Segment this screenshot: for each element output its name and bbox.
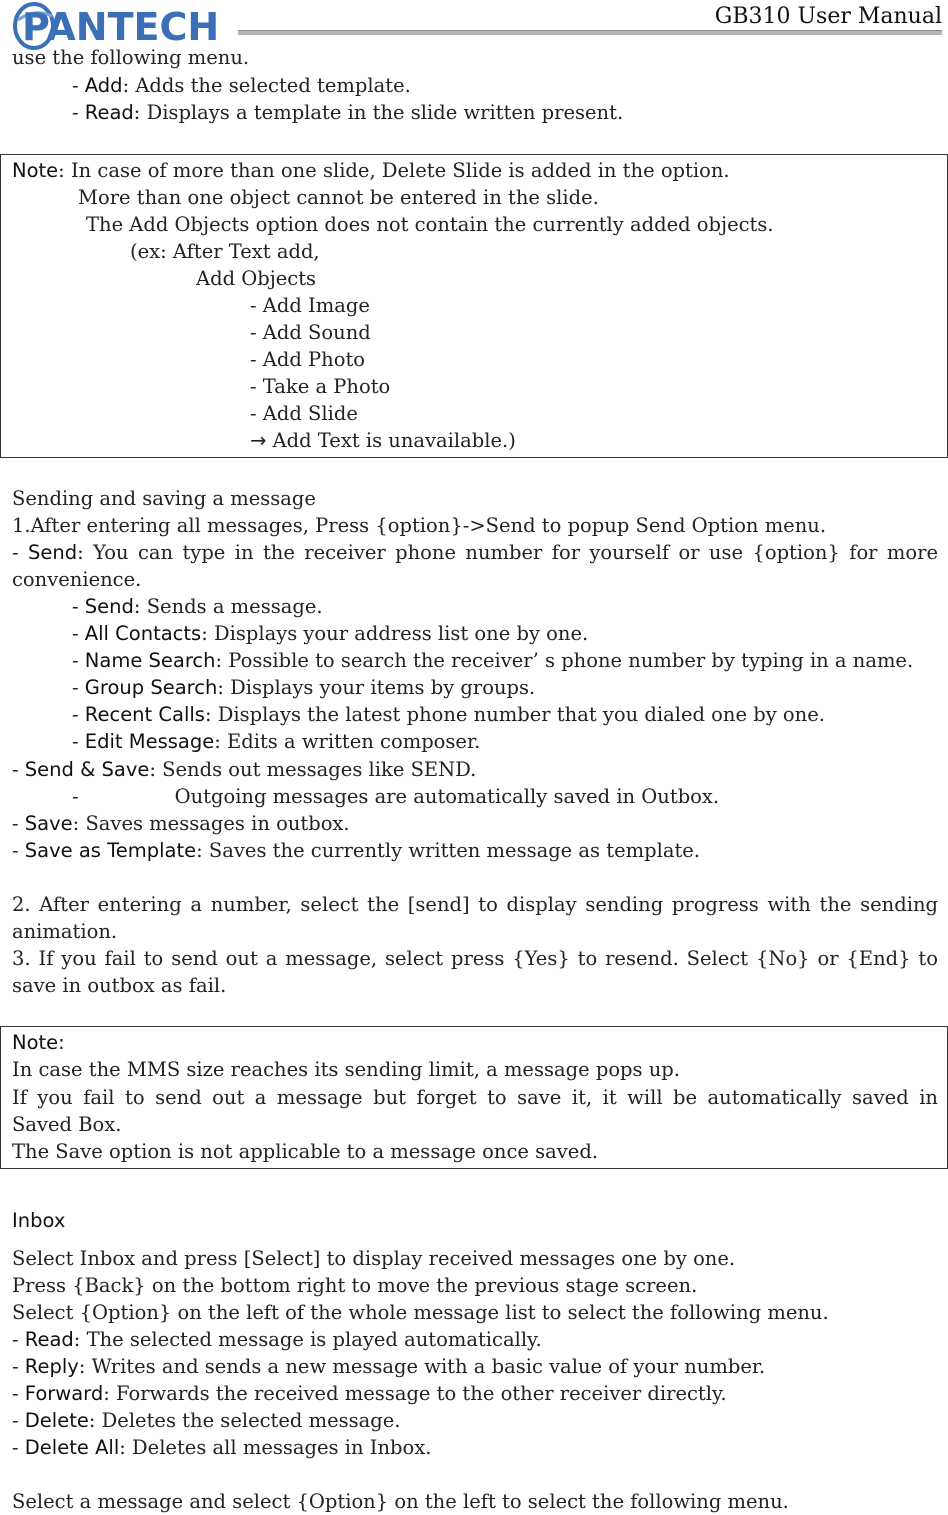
note1-sub: - Add Image <box>250 294 370 317</box>
logo-text: PANTECH <box>22 5 220 49</box>
inbox-last: Select a message and select {Option} on the left to select the following menu. <box>12 1490 789 1513</box>
note1-line: (ex: After Text add, <box>130 240 320 263</box>
note2-line: The Save option is not applicable to a message once saved. <box>12 1140 598 1163</box>
step-1: 1.After entering all messages, Press {option}->Send to popup Send Option menu. <box>12 514 827 537</box>
inbox-option: - Read: The selected message is played automatically. <box>12 1328 542 1351</box>
intro-item: - Read: Displays a template in the slide written present. <box>72 101 624 124</box>
note2-line: In case the MMS size reaches its sending limit, a message pops up. <box>12 1058 680 1081</box>
intro-line: use the following menu. <box>12 46 250 69</box>
send-save: - Send & Save: Sends out messages like SEND. <box>12 758 477 781</box>
step-2-cont: animation. <box>12 920 118 943</box>
inbox-option: - Forward: Forwards the received message to the other receiver directly. <box>12 1382 727 1405</box>
note1-first: Note: In case of more than one slide, Delete Slide is added in the option. <box>12 159 730 182</box>
step-2: 2. After entering a number, select the [send] to display sending progress with the sending <box>12 893 938 916</box>
manual-title: GB310 User Manual <box>709 4 942 29</box>
inbox-para: Select {Option} on the left of the whole message list to select the following menu. <box>12 1301 829 1324</box>
inbox-option: - Delete All: Deletes all messages in Inbox. <box>12 1436 432 1459</box>
send-option: - Edit Message: Edits a written composer. <box>72 730 481 753</box>
note2-line: If you fail to send out a message but forget to save it, it will be automatically saved in <box>12 1086 938 1109</box>
send-option: - All Contacts: Displays your address list one by one. <box>72 622 589 645</box>
note1-sub: - Add Sound <box>250 321 371 344</box>
save-template-item: - Save as Template: Saves the currently written message as template. <box>12 839 701 862</box>
outgoing-note: - Outgoing messages are automatically saved in Outbox. <box>72 785 720 808</box>
note1-sub: - Add Slide <box>250 402 358 425</box>
send-option: - Recent Calls: Displays the latest phone number that you dialed one by one. <box>72 703 825 726</box>
inbox-para: Press {Back} on the bottom right to move the previous stage screen. <box>12 1274 698 1297</box>
note2-label: Note: <box>12 1031 65 1054</box>
note1-line: More than one object cannot be entered in the slide. <box>78 186 599 209</box>
save-item: - Save: Saves messages in outbox. <box>12 812 350 835</box>
arrow-right-icon: → <box>250 429 267 452</box>
step-3: 3. If you fail to send out a message, select press {Yes} to resend. Select {No} or {End} to <box>12 947 938 970</box>
inbox-title: Inbox <box>12 1209 66 1232</box>
section-title: Sending and saving a message <box>12 487 316 510</box>
intro-item: - Add: Adds the selected template. <box>72 74 411 97</box>
send-desc: - Send: You can type in the receiver phone number for yourself or use {option} for more <box>12 541 938 564</box>
note1-sub: - Add Photo <box>250 348 366 371</box>
step-3-cont: save in outbox as fail. <box>12 974 227 997</box>
send-option: - Name Search: Possible to search the receiver’ s phone number by typing in a name. <box>72 649 914 672</box>
inbox-option: - Reply: Writes and sends a new message with a basic value of your number. <box>12 1355 766 1378</box>
send-option: - Group Search: Displays your items by groups. <box>72 676 536 699</box>
send-desc-cont: convenience. <box>12 568 142 591</box>
inbox-para: Select Inbox and press [Select] to display received messages one by one. <box>12 1247 736 1270</box>
note1-sub: - Take a Photo <box>250 375 391 398</box>
note1-line: Add Objects <box>196 267 317 290</box>
inbox-option: - Delete: Deletes the selected message. <box>12 1409 401 1432</box>
send-option: - Send: Sends a message. <box>72 595 323 618</box>
note1-last: → Add Text is unavailable.) <box>250 429 516 452</box>
note2-line: Saved Box. <box>12 1113 122 1136</box>
header-rule <box>238 30 942 35</box>
note1-line: The Add Objects option does not contain the currently added objects. <box>86 213 774 236</box>
